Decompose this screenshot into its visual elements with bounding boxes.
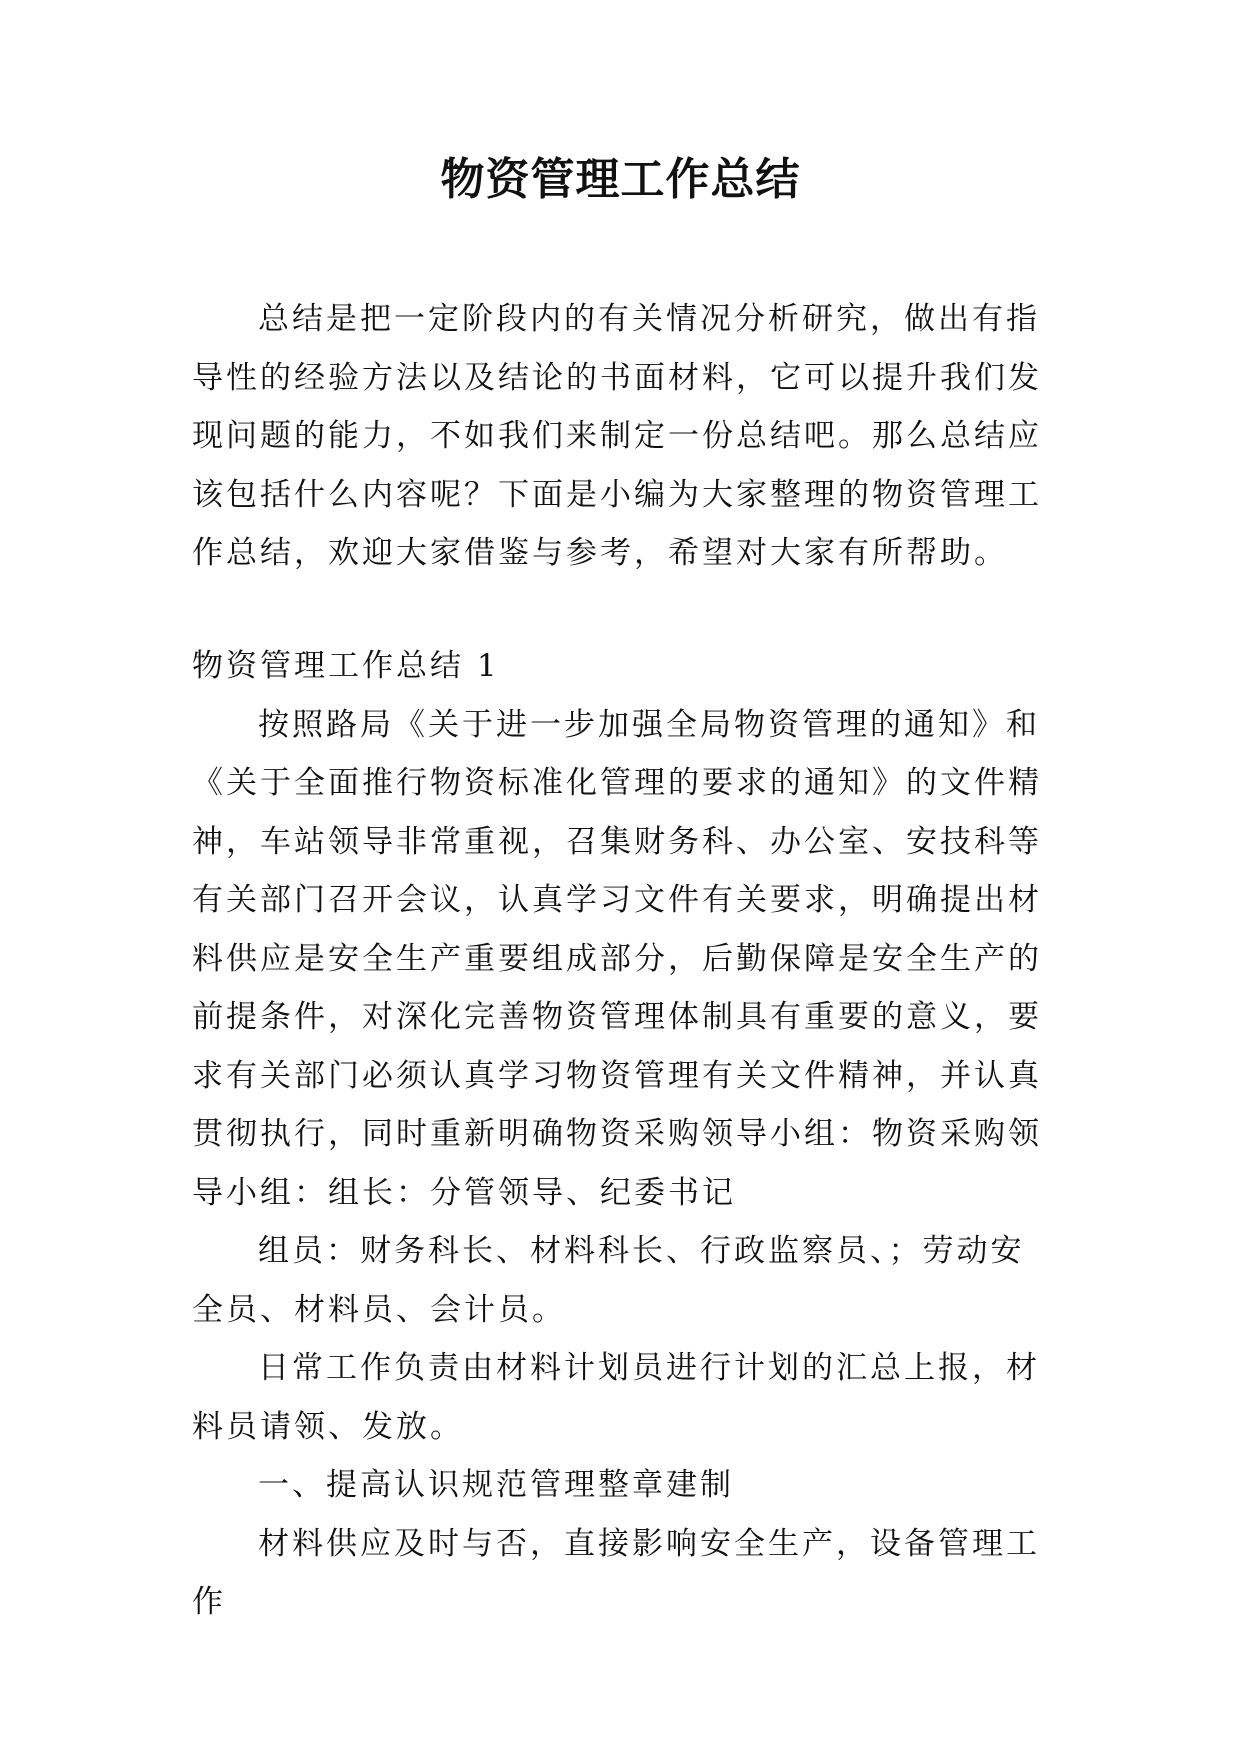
- body-paragraph: 材料供应及时与否，直接影响安全生产，设备管理工作: [192, 1525, 1040, 1620]
- body-paragraph: 组员：财务科长、材料科长、行政监察员、；劳动安全员、材料员、会计员。: [192, 1233, 1025, 1328]
- body-paragraph: 日常工作负责由材料计划员进行计划的汇总上报，材料员请领、发放。: [192, 1350, 1040, 1445]
- intro-paragraph: 总结是把一定阶段内的有关情况分析研究，做出有指导性的经验方法以及结论的书面材料，它可以提升我们发现问题的能力，不如我们来制定一份总结吧。那么总结应该包括什么内容呢？下面是小编为大家整理的物资管理工作总结，欢迎大家借鉴与参考，希望对大家有所帮助。: [192, 301, 1042, 571]
- section-content: [192, 637, 1052, 1632]
- section-heading: 物资管理工作总结 1: [192, 648, 500, 684]
- body-paragraph: 按照路局《关于进一步加强全局物资管理的通知》和《关于全面推行物资标准化管理的要求的通知》的文件精神，车站领导非常重视，召集财务科、办公室、安技科等有关部门召开会议，认真学习文件有关要求，明确提出材料供应是安全生产重要组成部分，后勤保障是安全生产的前提条件，对深化完善物资管理体制具有重要的意义，要求有关部门必须认真学习物资管理有关文件精神，并认真贯彻执行，同时重新明确物资采购领导小组：物资采购领导小组：组长：分管领导、纪委书记: [192, 706, 1042, 1211]
- subsection-heading: 一、提高认识规范管理整章建制: [258, 1467, 734, 1503]
- document-title: 物资管理工作总结: [440, 154, 801, 205]
